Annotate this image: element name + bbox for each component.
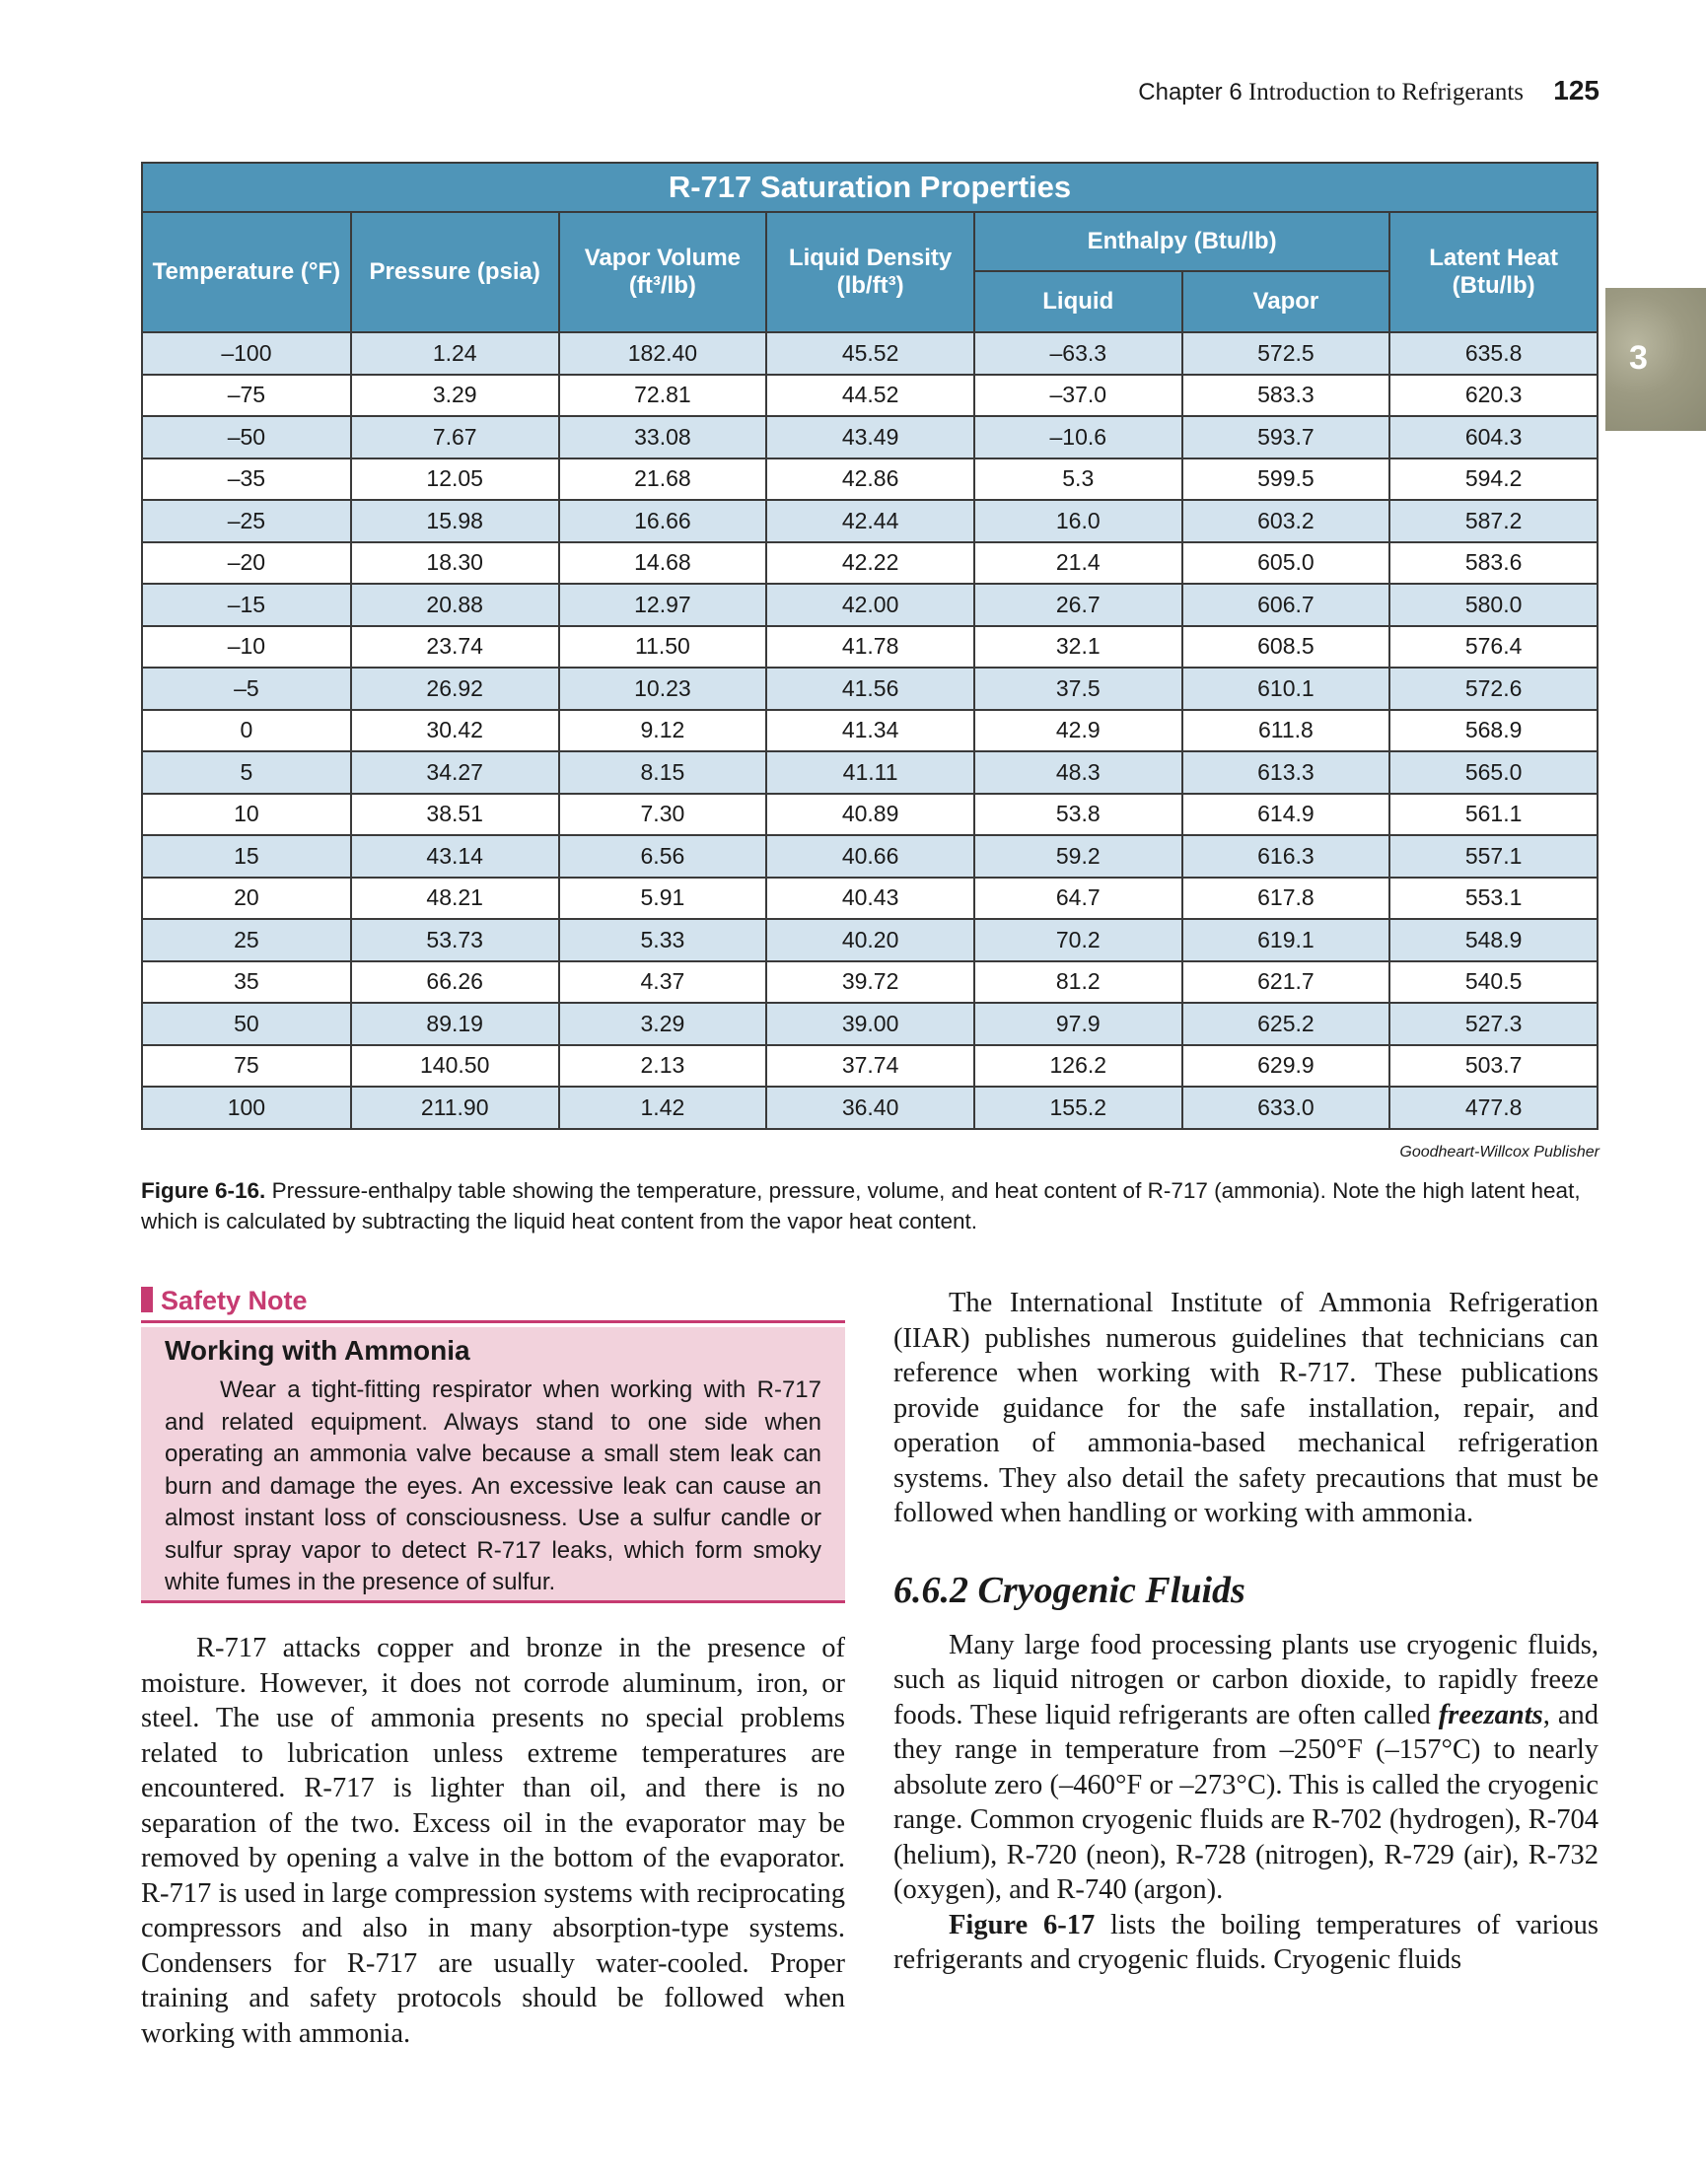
cell-enthalpy-liquid: 70.2 (974, 919, 1182, 961)
cell-temperature: 15 (142, 835, 351, 878)
cell-latent-heat: 477.8 (1389, 1087, 1598, 1129)
cell-liquid-density: 39.00 (766, 1003, 974, 1045)
cell-liquid-density: 40.43 (766, 878, 974, 920)
cell-pressure: 34.27 (351, 751, 559, 794)
cell-latent-heat: 604.3 (1389, 416, 1598, 458)
cell-enthalpy-liquid: 126.2 (974, 1045, 1182, 1088)
table-row (142, 1087, 1598, 1129)
cell-enthalpy-liquid: 48.3 (974, 751, 1182, 794)
cell-liquid-density: 41.11 (766, 751, 974, 794)
cell-liquid-density: 42.22 (766, 542, 974, 585)
cell-enthalpy-vapor: 605.0 (1182, 542, 1390, 585)
cell-enthalpy-liquid: 59.2 (974, 835, 1182, 878)
table-row (142, 961, 1598, 1004)
cell-pressure: 43.14 (351, 835, 559, 878)
chapter-title: Introduction to Refrigerants (1247, 79, 1525, 106)
table-row (142, 332, 1598, 375)
cell-vapor-volume: 4.37 (559, 961, 767, 1004)
cell-pressure: 38.51 (351, 794, 559, 836)
cell-latent-heat: 561.1 (1389, 794, 1598, 836)
safety-note-body: Wear a tight-fitting respirator when working with R-717 and related equipment. Always stand to one side when operating an ammonia valve because a small stem leak can burn and damage the eyes. An excessive leak can cause an almost instant loss of consciousness. Use a sulfur candle or sulfur spray vapor to detect R-717 leaks, which form smoky white fumes in the presence of sulfur. (165, 1376, 821, 1595)
cell-pressure: 140.50 (351, 1045, 559, 1088)
cell-vapor-volume: 11.50 (559, 626, 767, 669)
cell-temperature: –20 (142, 542, 351, 585)
cell-liquid-density: 40.20 (766, 919, 974, 961)
cell-enthalpy-liquid: –10.6 (974, 416, 1182, 458)
cell-enthalpy-liquid: –63.3 (974, 332, 1182, 375)
cell-pressure: 18.30 (351, 542, 559, 585)
cell-latent-heat: 540.5 (1389, 961, 1598, 1004)
right-paragraph-cryogenic (893, 1628, 1599, 1908)
cell-pressure: 20.88 (351, 584, 559, 626)
cell-vapor-volume: 12.97 (559, 584, 767, 626)
cell-enthalpy-vapor: 625.2 (1182, 1003, 1390, 1045)
cell-liquid-density: 41.34 (766, 710, 974, 752)
cell-pressure: 211.90 (351, 1087, 559, 1129)
cell-latent-heat: 587.2 (1389, 500, 1598, 542)
table-row (142, 835, 1598, 878)
left-column (141, 1631, 845, 2051)
page-number: 125 (1553, 75, 1599, 106)
cell-pressure: 89.19 (351, 1003, 559, 1045)
col-liquid-density-label: Liquid Density (788, 245, 953, 271)
table-row (142, 751, 1598, 794)
cell-liquid-density: 36.40 (766, 1087, 974, 1129)
cell-enthalpy-liquid: 16.0 (974, 500, 1182, 542)
cell-pressure: 53.73 (351, 919, 559, 961)
cell-latent-heat: 580.0 (1389, 584, 1598, 626)
cell-temperature: 20 (142, 878, 351, 920)
table-row (142, 458, 1598, 501)
figure-ref-text: lists the boiling temperatures of various refrigerants and cryogenic fluids. Cryogenic fluids (893, 1909, 1599, 1975)
cell-latent-heat: 565.0 (1389, 751, 1598, 794)
table-row (142, 1045, 1598, 1088)
cell-temperature: –35 (142, 458, 351, 501)
col-liquid-density (766, 212, 974, 332)
cell-latent-heat: 576.4 (1389, 626, 1598, 669)
cell-pressure: 15.98 (351, 500, 559, 542)
cell-latent-heat: 635.8 (1389, 332, 1598, 375)
col-vapor-volume-unit: (ft³/lb) (628, 272, 696, 299)
cell-temperature: –100 (142, 332, 351, 375)
cell-temperature: 0 (142, 710, 351, 752)
cell-enthalpy-liquid: 21.4 (974, 542, 1182, 585)
table-body (142, 332, 1598, 1129)
cell-pressure: 30.42 (351, 710, 559, 752)
section-tab-number: 3 (1629, 339, 1648, 377)
cell-liquid-density: 41.78 (766, 626, 974, 669)
cell-pressure: 66.26 (351, 961, 559, 1004)
cell-enthalpy-vapor: 608.5 (1182, 626, 1390, 669)
section-tab (1605, 288, 1706, 431)
section-heading: 6.6.2 Cryogenic Fluids (893, 1569, 1245, 1611)
cell-enthalpy-liquid: 26.7 (974, 584, 1182, 626)
cell-enthalpy-vapor: 611.8 (1182, 710, 1390, 752)
term-freezants: freezants (1438, 1699, 1543, 1730)
cell-liquid-density: 41.56 (766, 668, 974, 710)
cell-pressure: 3.29 (351, 375, 559, 417)
cell-latent-heat: 548.9 (1389, 919, 1598, 961)
cell-latent-heat: 594.2 (1389, 458, 1598, 501)
cell-latent-heat: 527.3 (1389, 1003, 1598, 1045)
cell-enthalpy-liquid: 42.9 (974, 710, 1182, 752)
cell-vapor-volume: 14.68 (559, 542, 767, 585)
cell-temperature: –10 (142, 626, 351, 669)
cell-temperature: –15 (142, 584, 351, 626)
cell-enthalpy-liquid: 37.5 (974, 668, 1182, 710)
cell-liquid-density: 42.00 (766, 584, 974, 626)
cell-temperature: 10 (142, 794, 351, 836)
cell-temperature: –25 (142, 500, 351, 542)
right-paragraph-figure-ref (893, 1908, 1599, 1978)
cell-enthalpy-vapor: 599.5 (1182, 458, 1390, 501)
saturation-table (141, 162, 1599, 1130)
cell-vapor-volume: 16.66 (559, 500, 767, 542)
cell-enthalpy-liquid: 5.3 (974, 458, 1182, 501)
cell-vapor-volume: 33.08 (559, 416, 767, 458)
cell-liquid-density: 40.89 (766, 794, 974, 836)
cell-latent-heat: 620.3 (1389, 375, 1598, 417)
col-pressure: Pressure (psia) (351, 212, 559, 332)
cell-enthalpy-liquid: 155.2 (974, 1087, 1182, 1129)
cell-enthalpy-vapor: 583.3 (1182, 375, 1390, 417)
cell-temperature: 75 (142, 1045, 351, 1088)
cell-liquid-density: 40.66 (766, 835, 974, 878)
cell-latent-heat: 503.7 (1389, 1045, 1598, 1088)
cell-liquid-density: 45.52 (766, 332, 974, 375)
cell-enthalpy-vapor: 613.3 (1182, 751, 1390, 794)
col-latent-heat: Latent Heat (Btu/lb) (1389, 212, 1598, 332)
cell-enthalpy-vapor: 572.5 (1182, 332, 1390, 375)
cell-enthalpy-liquid: 53.8 (974, 794, 1182, 836)
cell-vapor-volume: 7.30 (559, 794, 767, 836)
right-paragraph-iiar: The International Institute of Ammonia Refrigeration (IIAR) publishes numerous guidelines that technicians can reference when working with R-717. These publications provide guidance for the safe installation, repair, and operation of ammonia-based mechanical refrigeration systems. They also detail the safety precautions that must be followed when handling or working with ammonia. (893, 1288, 1599, 1528)
cell-temperature: 100 (142, 1087, 351, 1129)
cell-pressure: 26.92 (351, 668, 559, 710)
table-row (142, 919, 1598, 961)
cell-vapor-volume: 10.23 (559, 668, 767, 710)
cell-liquid-density: 42.86 (766, 458, 974, 501)
cell-enthalpy-vapor: 621.7 (1182, 961, 1390, 1004)
col-liquid-density-unit: (lb/ft³) (836, 272, 904, 299)
running-header (0, 75, 1599, 106)
cell-enthalpy-vapor: 629.9 (1182, 1045, 1390, 1088)
cell-vapor-volume: 21.68 (559, 458, 767, 501)
cell-pressure: 1.24 (351, 332, 559, 375)
cell-enthalpy-liquid: 97.9 (974, 1003, 1182, 1045)
figure-credit: Goodheart-Willcox Publisher (1399, 1144, 1599, 1161)
cell-latent-heat: 583.6 (1389, 542, 1598, 585)
safety-note-title: Working with Ammonia (165, 1335, 470, 1366)
cell-liquid-density: 39.72 (766, 961, 974, 1004)
col-enthalpy-liquid: Liquid (974, 271, 1182, 332)
table-row (142, 584, 1598, 626)
table-row (142, 626, 1598, 669)
table-row (142, 794, 1598, 836)
col-vapor-volume-label: Vapor Volume (584, 245, 742, 271)
safety-note-box (141, 1327, 845, 1603)
cell-pressure: 7.67 (351, 416, 559, 458)
figure-caption (141, 1175, 1599, 1236)
safety-marker-icon (141, 1287, 153, 1312)
col-temperature: Temperature (°F) (142, 212, 351, 332)
cell-latent-heat: 553.1 (1389, 878, 1598, 920)
cell-enthalpy-vapor: 593.7 (1182, 416, 1390, 458)
cell-vapor-volume: 3.29 (559, 1003, 767, 1045)
figure-reference: Figure 6-17 (949, 1909, 1096, 1940)
cell-latent-heat: 572.6 (1389, 668, 1598, 710)
cell-enthalpy-vapor: 610.1 (1182, 668, 1390, 710)
table-row (142, 668, 1598, 710)
cell-temperature: 35 (142, 961, 351, 1004)
table-row (142, 500, 1598, 542)
cell-temperature: 50 (142, 1003, 351, 1045)
cell-enthalpy-vapor: 633.0 (1182, 1087, 1390, 1129)
cell-enthalpy-vapor: 619.1 (1182, 919, 1390, 961)
caption-text: Pressure-enthalpy table showing the temperature, pressure, volume, and heat content of R-717 (ammonia). Note the high latent heat, which is calculated by subtracting the liquid heat content from the vapor heat content. (141, 1178, 1581, 1233)
cell-temperature: 5 (142, 751, 351, 794)
cell-pressure: 23.74 (351, 626, 559, 669)
cell-vapor-volume: 9.12 (559, 710, 767, 752)
col-enthalpy: Enthalpy (Btu/lb) (974, 212, 1389, 271)
cryogenic-text-after: , and they range in temperature from –250°F (–157°C) to nearly absolute zero (–460°F or –273°C). This is called the cryogenic range. Common cryogenic fluids are R-702 (hydrogen), R-704 (helium), R-720 (neon), R-728 (nitrogen), R-729 (air), R-732 (oxygen), and R-740 (argon). (893, 1699, 1599, 1905)
cell-temperature: –5 (142, 668, 351, 710)
cell-liquid-density: 37.74 (766, 1045, 974, 1088)
caption-label: Figure 6-16. (141, 1178, 266, 1203)
cell-liquid-density: 42.44 (766, 500, 974, 542)
table-row (142, 878, 1598, 920)
cell-vapor-volume: 6.56 (559, 835, 767, 878)
left-paragraph: R-717 attacks copper and bronze in the presence of moisture. However, it does not corrode aluminum, iron, or steel. The use of ammonia presents no special problems related to lubrication unless extreme temperatures are encountered. R-717 is lighter than oil, and there is no separation of the two. Excess oil in the evaporator may be removed by opening a valve in the bottom of the evaporator. R-717 is used in large compression systems with reciprocating compressors and also in many absorption-type systems. Condensers for R-717 are usually water-cooled. Proper training and safety protocols should be followed when working with ammonia. (141, 1633, 845, 2049)
cell-temperature: –50 (142, 416, 351, 458)
col-enthalpy-vapor: Vapor (1182, 271, 1390, 332)
cryogenic-text-before: Many large food processing plants use cryogenic fluids, such as liquid nitrogen or carbon dioxide, to rapidly freeze foods. These liquid refrigerants are often called (893, 1629, 1599, 1730)
cell-vapor-volume: 8.15 (559, 751, 767, 794)
cell-enthalpy-vapor: 614.9 (1182, 794, 1390, 836)
table-row (142, 416, 1598, 458)
cell-pressure: 48.21 (351, 878, 559, 920)
safety-note-label-text: Safety Note (161, 1286, 308, 1315)
right-column (893, 1286, 1599, 1978)
cell-enthalpy-liquid: 64.7 (974, 878, 1182, 920)
cell-vapor-volume: 5.91 (559, 878, 767, 920)
cell-pressure: 12.05 (351, 458, 559, 501)
cell-latent-heat: 568.9 (1389, 710, 1598, 752)
cell-enthalpy-liquid: –37.0 (974, 375, 1182, 417)
table-title: R-717 Saturation Properties (142, 163, 1598, 212)
cell-enthalpy-liquid: 32.1 (974, 626, 1182, 669)
cell-vapor-volume: 182.40 (559, 332, 767, 375)
cell-liquid-density: 43.49 (766, 416, 974, 458)
cell-enthalpy-vapor: 617.8 (1182, 878, 1390, 920)
cell-vapor-volume: 5.33 (559, 919, 767, 961)
table-row (142, 375, 1598, 417)
table-row (142, 1003, 1598, 1045)
cell-enthalpy-vapor: 603.2 (1182, 500, 1390, 542)
cell-temperature: 25 (142, 919, 351, 961)
safety-note-label (141, 1286, 845, 1323)
table-row (142, 542, 1598, 585)
cell-liquid-density: 44.52 (766, 375, 974, 417)
cell-enthalpy-vapor: 616.3 (1182, 835, 1390, 878)
chapter-label: Chapter 6 (1138, 79, 1243, 106)
cell-enthalpy-liquid: 81.2 (974, 961, 1182, 1004)
col-vapor-volume (559, 212, 767, 332)
cell-vapor-volume: 1.42 (559, 1087, 767, 1129)
table-row (142, 710, 1598, 752)
cell-latent-heat: 557.1 (1389, 835, 1598, 878)
cell-vapor-volume: 2.13 (559, 1045, 767, 1088)
cell-vapor-volume: 72.81 (559, 375, 767, 417)
cell-temperature: –75 (142, 375, 351, 417)
cell-enthalpy-vapor: 606.7 (1182, 584, 1390, 626)
